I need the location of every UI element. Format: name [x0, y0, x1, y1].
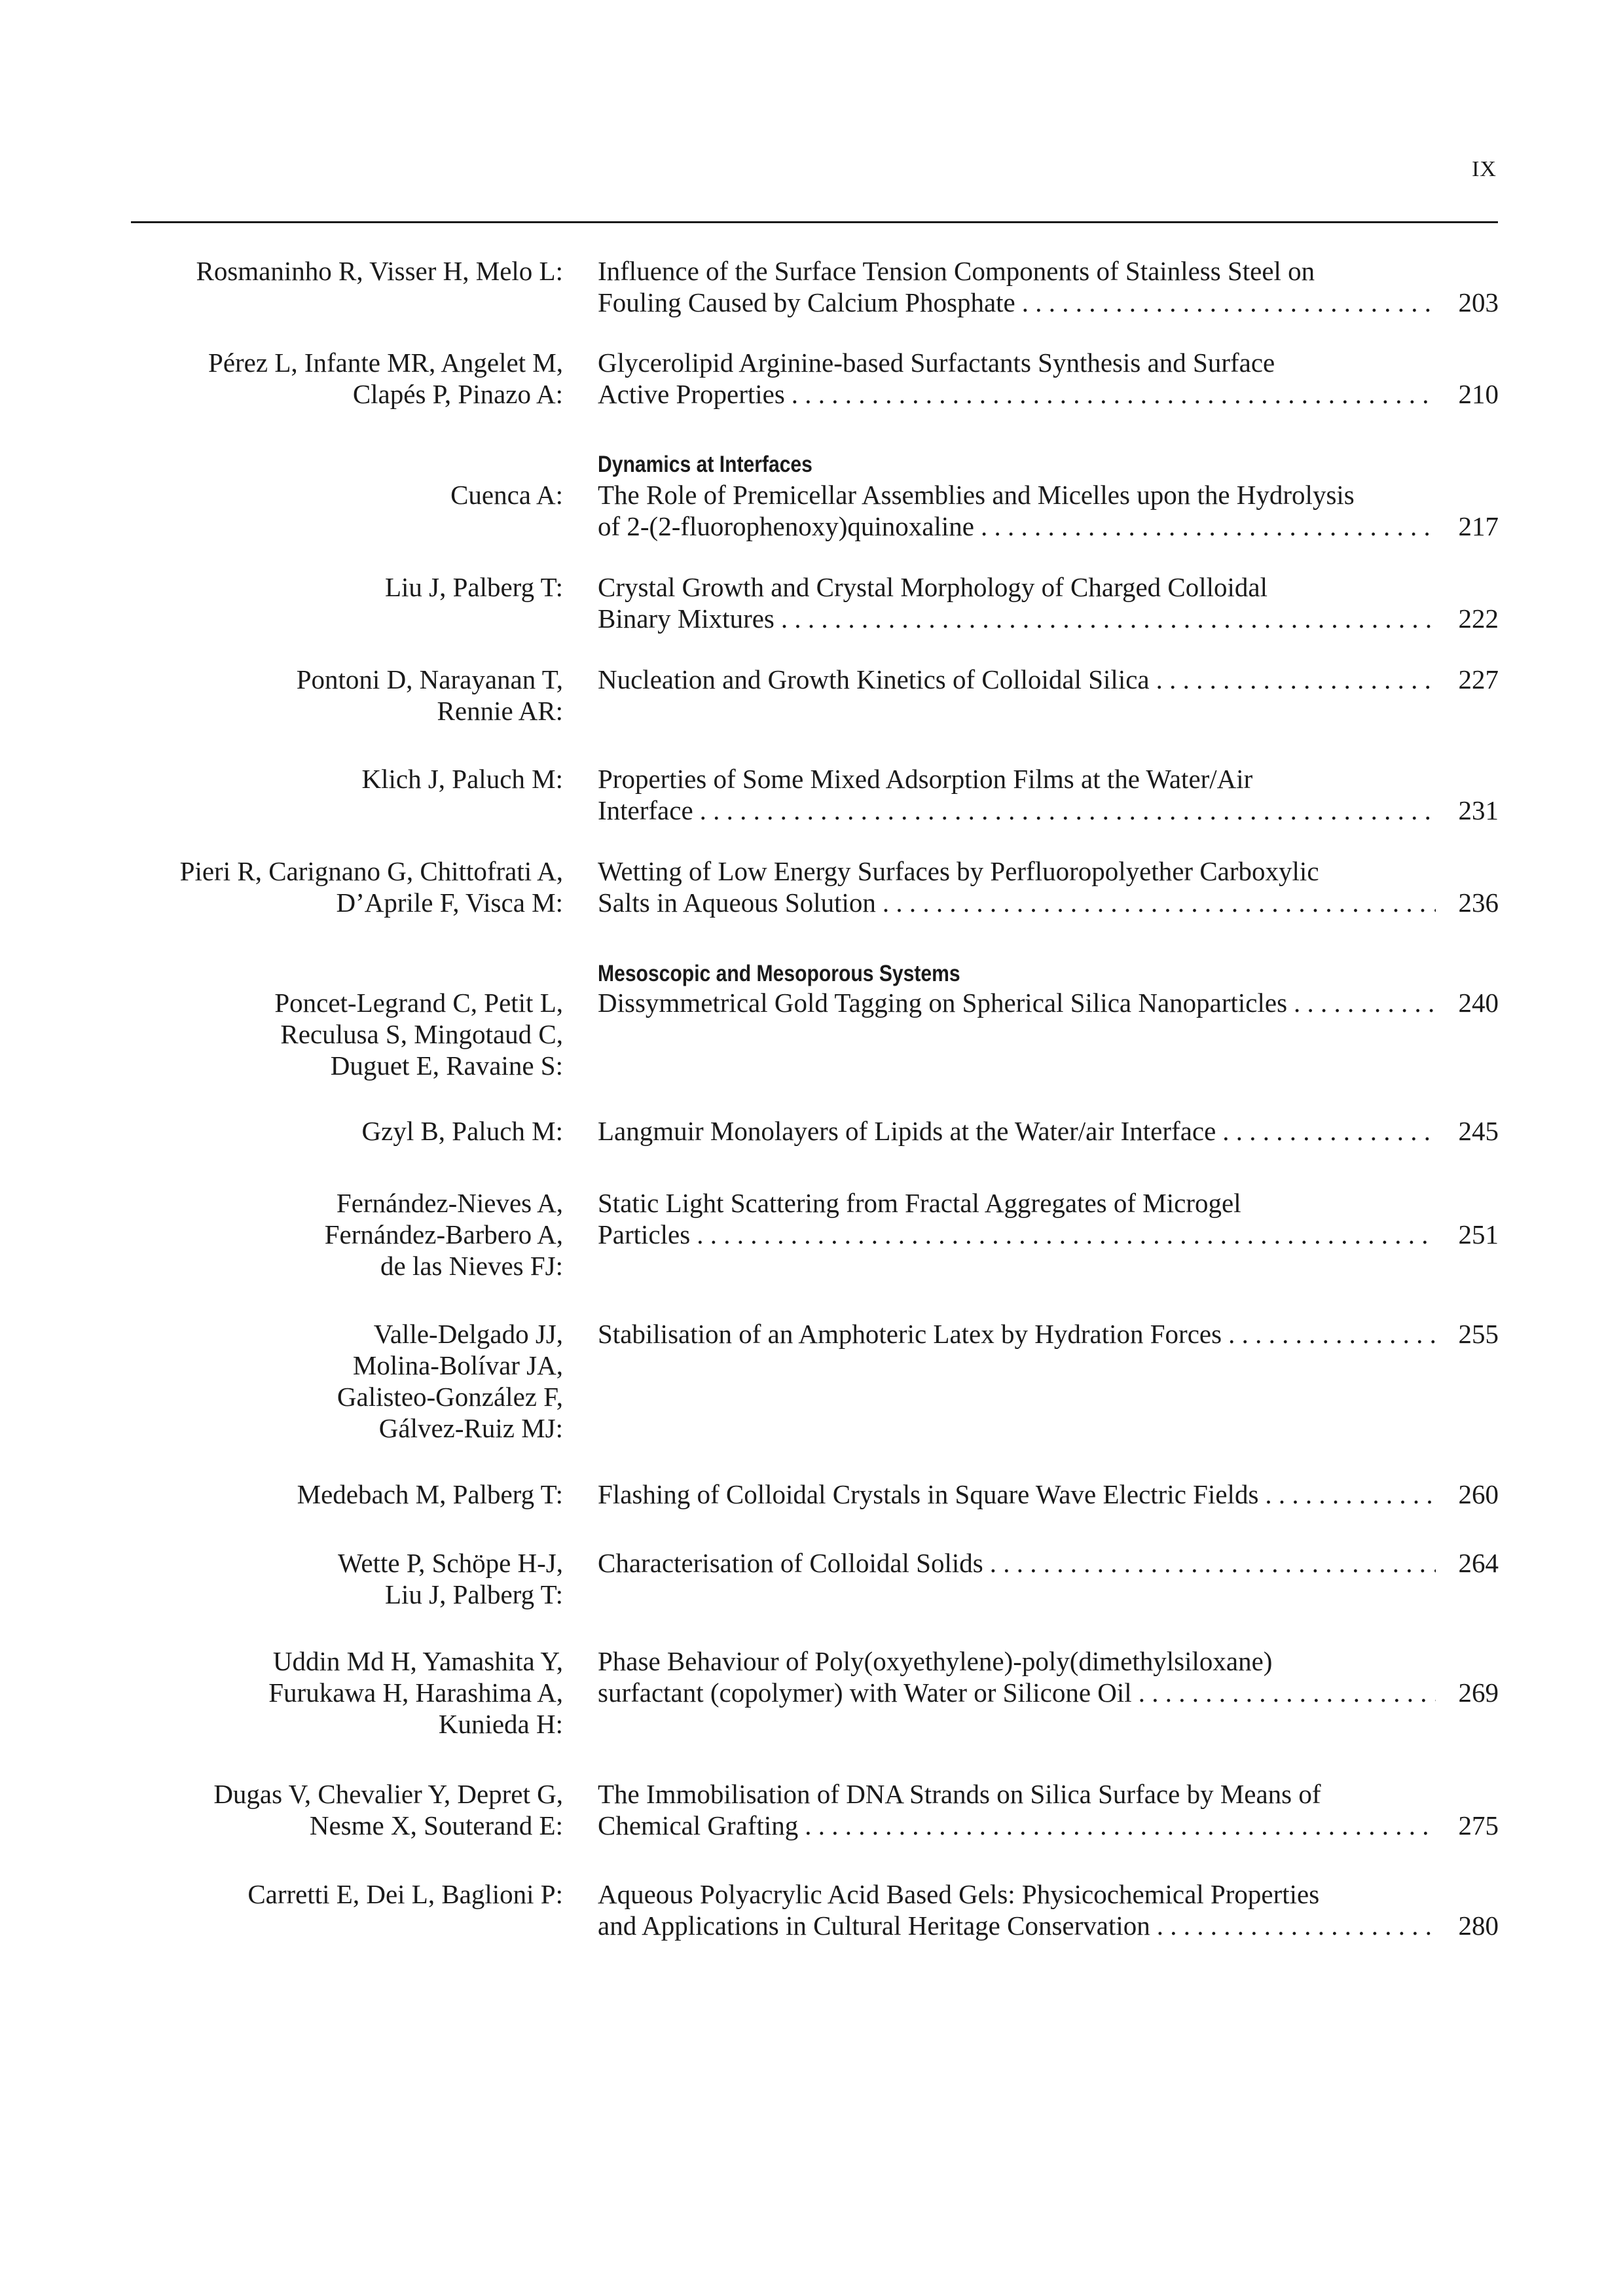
- title-line: Langmuir Monolayers of Lipids at the Water/air Interface: [598, 1116, 1216, 1146]
- title-last-line: [598, 1219, 1499, 1250]
- title-last-line: [598, 987, 1499, 1018]
- author-line: Valle-Delgado JJ,: [373, 1319, 563, 1349]
- author-line: Gzyl B, Paluch M:: [361, 1116, 563, 1146]
- author-line: Pieri R, Carignano G, Chittofrati A,: [179, 856, 563, 886]
- author-line: Molina-Bolívar JA,: [352, 1350, 563, 1380]
- title-last-line: [598, 287, 1499, 318]
- title-line: Stabilisation of an Amphoteric Latex by Hydration Forces: [598, 1319, 1222, 1349]
- title-line: Characterisation of Colloidal Solids: [598, 1548, 983, 1578]
- title-line: Nucleation and Growth Kinetics of Colloidal Silica: [598, 664, 1150, 694]
- page-reference: 260: [1458, 1479, 1499, 1509]
- entry-title: [598, 664, 1499, 695]
- page-reference: 203: [1458, 287, 1499, 317]
- dot-leaders: [798, 1810, 1436, 1841]
- dot-leaders: [974, 511, 1436, 542]
- author-line: Poncet-Legrand C, Petit L,: [274, 988, 563, 1018]
- page-reference: 251: [1458, 1219, 1499, 1249]
- dot-leaders: [1132, 1677, 1436, 1708]
- entry-title: [598, 479, 1499, 542]
- author-line: Reculusa S, Mingotaud C,: [280, 1019, 563, 1049]
- title-last-line: [598, 887, 1499, 918]
- title-last-line: [598, 1479, 1499, 1510]
- title-line: Static Light Scattering from Fractal Aggregates of Microgel: [598, 1188, 1241, 1218]
- page-reference: 236: [1458, 888, 1499, 918]
- entry-authors: [98, 664, 563, 726]
- entry-authors: [98, 763, 563, 795]
- entry-title: [598, 763, 1499, 826]
- page-reference: 222: [1458, 603, 1499, 634]
- title-line: Interface: [598, 795, 693, 825]
- entry-authors: [98, 479, 563, 511]
- title-last-line: [598, 378, 1499, 410]
- author-line: Liu J, Palberg T:: [384, 572, 563, 602]
- author-line: Duguet E, Ravaine S:: [330, 1050, 563, 1081]
- entry-title: [598, 1778, 1499, 1841]
- title-line: surfactant (copolymer) with Water or Silicone Oil: [598, 1677, 1132, 1708]
- dot-leaders: [785, 378, 1436, 410]
- title-line: Crystal Growth and Crystal Morphology of Charged Colloidal: [598, 572, 1267, 602]
- title-last-line: [598, 795, 1499, 826]
- title-line: Fouling Caused by Calcium Phosphate: [598, 287, 1015, 317]
- entry-title: [598, 1318, 1499, 1350]
- title-last-line: [598, 1910, 1499, 1941]
- title-line: Dissymmetrical Gold Tagging on Spherical Silica Nanoparticles: [598, 988, 1288, 1018]
- author-line: Klich J, Paluch M:: [361, 764, 563, 794]
- entry-authors: [98, 1778, 563, 1841]
- entry-authors: [98, 571, 563, 603]
- entry-title: [598, 347, 1499, 410]
- dot-leaders: [693, 795, 1436, 826]
- section-heading-dynamics: Dynamics at Interfaces: [598, 452, 812, 477]
- entry-authors: [98, 255, 563, 287]
- dot-leaders: [1015, 287, 1436, 318]
- page-number: IX: [1472, 157, 1497, 181]
- title-line: Aqueous Polyacrylic Acid Based Gels: Physicochemical Properties: [598, 1879, 1320, 1909]
- entry-authors: [98, 1187, 563, 1282]
- dot-leaders: [1258, 1479, 1436, 1510]
- author-line: Rennie AR:: [437, 696, 563, 726]
- author-line: Kunieda H:: [438, 1709, 563, 1739]
- title-line: Chemical Grafting: [598, 1810, 799, 1840]
- author-line: Uddin Md H, Yamashita Y,: [272, 1646, 563, 1676]
- author-line: Medebach M, Palberg T:: [297, 1479, 563, 1509]
- page-reference: 227: [1458, 664, 1499, 694]
- author-line: Furukawa H, Harashima A,: [268, 1677, 563, 1708]
- dot-leaders: [1150, 1910, 1436, 1941]
- author-line: Liu J, Palberg T:: [384, 1579, 563, 1609]
- entry-authors: [98, 1115, 563, 1147]
- entry-title: [598, 987, 1499, 1018]
- entry-title: [598, 1187, 1499, 1250]
- title-line: Properties of Some Mixed Adsorption Films at the Water/Air: [598, 764, 1253, 794]
- title-last-line: [598, 1677, 1499, 1708]
- author-line: Nesme X, Souterand E:: [309, 1810, 563, 1840]
- entry-authors: [98, 347, 563, 410]
- title-line: Wetting of Low Energy Surfaces by Perfluoropolyether Carboxylic: [598, 856, 1319, 886]
- author-line: D’Aprile F, Visca M:: [336, 888, 563, 918]
- entry-title: [598, 1547, 1499, 1579]
- page-reference: 245: [1458, 1116, 1499, 1146]
- title-last-line: [598, 1547, 1499, 1579]
- page-reference: 231: [1458, 795, 1499, 825]
- author-line: Pérez L, Infante MR, Angelet M,: [208, 348, 563, 378]
- title-line: Binary Mixtures: [598, 603, 775, 634]
- dot-leaders: [1216, 1115, 1436, 1147]
- author-line: Pontoni D, Narayanan T,: [296, 664, 563, 694]
- title-line: Phase Behaviour of Poly(oxyethylene)-poly(dimethylsiloxane): [598, 1646, 1273, 1676]
- title-line: Flashing of Colloidal Crystals in Square Wave Electric Fields: [598, 1479, 1259, 1509]
- dot-leaders: [690, 1219, 1436, 1250]
- title-last-line: [598, 511, 1499, 542]
- author-line: Galisteo-González F,: [337, 1382, 563, 1412]
- entry-title: [598, 1645, 1499, 1708]
- author-line: de las Nieves FJ:: [380, 1251, 563, 1281]
- entry-title: [598, 855, 1499, 918]
- dot-leaders: [1287, 987, 1436, 1018]
- entry-authors: [98, 1547, 563, 1610]
- dot-leaders: [876, 887, 1436, 918]
- title-line: of 2-(2-fluorophenoxy)quinoxaline: [598, 511, 974, 541]
- page-reference: 217: [1458, 511, 1499, 541]
- page-reference: 280: [1458, 1910, 1499, 1941]
- title-line: Particles: [598, 1219, 691, 1249]
- section-heading-mesoscopic: Mesoscopic and Mesoporous Systems: [598, 961, 960, 986]
- page-reference: 264: [1458, 1548, 1499, 1578]
- author-line: Carretti E, Dei L, Baglioni P:: [247, 1879, 563, 1909]
- author-line: Cuenca A:: [450, 480, 563, 510]
- title-last-line: [598, 1115, 1499, 1147]
- title-last-line: [598, 1810, 1499, 1841]
- author-line: Fernández-Barbero A,: [324, 1219, 563, 1249]
- dot-leaders: [983, 1547, 1436, 1579]
- entry-title: [598, 1878, 1499, 1941]
- entry-title: [598, 571, 1499, 634]
- title-last-line: [598, 664, 1499, 695]
- entry-title: [598, 255, 1499, 318]
- author-line: Clapés P, Pinazo A:: [352, 379, 563, 409]
- page-reference: 269: [1458, 1677, 1499, 1708]
- dot-leaders: [1222, 1318, 1436, 1350]
- entry-title: [598, 1479, 1499, 1510]
- page-reference: 255: [1458, 1319, 1499, 1349]
- entry-authors: [98, 1878, 563, 1910]
- title-line: Glycerolipid Arginine-based Surfactants Synthesis and Surface: [598, 348, 1275, 378]
- title-line: The Role of Premicellar Assemblies and Micelles upon the Hydrolysis: [598, 480, 1355, 510]
- author-line: Dugas V, Chevalier Y, Depret G,: [213, 1779, 563, 1809]
- entry-authors: [98, 1318, 563, 1444]
- dot-leaders: [775, 603, 1436, 634]
- author-line: Wette P, Schöpe H-J,: [337, 1548, 563, 1578]
- title-line: Influence of the Surface Tension Components of Stainless Steel on: [598, 256, 1315, 286]
- title-line: and Applications in Cultural Heritage Conservation: [598, 1910, 1150, 1941]
- title-last-line: [598, 1318, 1499, 1350]
- author-line: Rosmaninho R, Visser H, Melo L:: [196, 256, 563, 286]
- title-line: Active Properties: [598, 379, 785, 409]
- entry-authors: [98, 1645, 563, 1740]
- dot-leaders: [1150, 664, 1436, 695]
- title-last-line: [598, 603, 1499, 634]
- header-rule: [131, 221, 1498, 223]
- entry-authors: [98, 987, 563, 1081]
- page-reference: 210: [1458, 379, 1499, 409]
- title-line: The Immobilisation of DNA Strands on Silica Surface by Means of: [598, 1779, 1321, 1809]
- page-reference: 240: [1458, 988, 1499, 1018]
- entry-authors: [98, 855, 563, 918]
- author-line: Fernández-Nieves A,: [336, 1188, 563, 1218]
- entry-title: [598, 1115, 1499, 1147]
- title-line: Salts in Aqueous Solution: [598, 888, 876, 918]
- author-line: Gálvez-Ruiz MJ:: [378, 1413, 563, 1443]
- entry-authors: [98, 1479, 563, 1510]
- page-reference: 275: [1458, 1810, 1499, 1840]
